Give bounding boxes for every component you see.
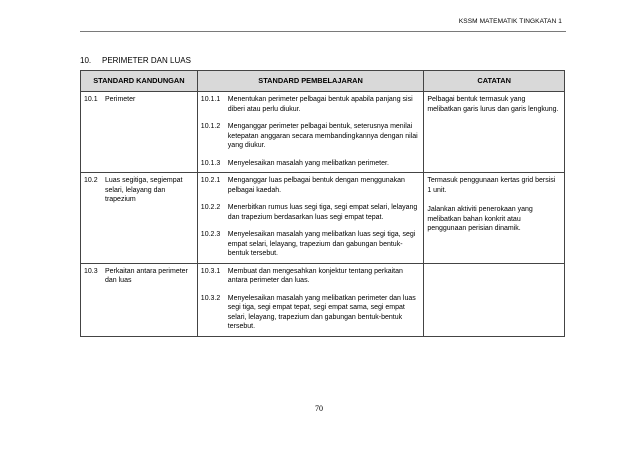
pembelajaran-code: 10.1.2 bbox=[200, 123, 221, 130]
pembelajaran-code: 10.3.2 bbox=[200, 294, 221, 302]
catatan-note: Jalankan aktiviti penerokaan yang melibatkan bahan konkrit atau penggunaan perisian dinamik. bbox=[427, 206, 533, 232]
pembelajaran-code: 10.1.1 bbox=[200, 96, 221, 103]
kandungan-code: 10.3 bbox=[84, 267, 98, 275]
pembelajaran-item bbox=[201, 122, 421, 151]
kandungan-text: Perkaitan antara perimeter dan luas bbox=[105, 267, 188, 284]
table-header-row bbox=[81, 71, 565, 92]
pembelajaran-text: Menentukan perimeter pelbagai bentuk apabila panjang sisi diberi atau perlu diukur. bbox=[227, 96, 413, 113]
pembelajaran-item bbox=[201, 294, 421, 332]
kandungan-code: 10.1 bbox=[84, 96, 98, 103]
kandungan-item bbox=[84, 95, 194, 105]
pembelajaran-text: Membuat dan mengesahkan konjektur tentang perkaitan antara perimeter dan luas. bbox=[227, 267, 403, 284]
pembelajaran-code: 10.3.1 bbox=[200, 267, 221, 275]
section-number: 10. bbox=[80, 56, 92, 65]
table-row bbox=[81, 173, 565, 264]
pembelajaran-item bbox=[201, 159, 421, 169]
pembelajaran-cell bbox=[197, 92, 424, 173]
pembelajaran-item bbox=[201, 267, 421, 286]
pembelajaran-item bbox=[201, 230, 421, 259]
pembelajaran-code: 10.2.1 bbox=[200, 177, 221, 184]
section-heading: PERIMETER DAN LUAS bbox=[102, 56, 191, 65]
pembelajaran-item bbox=[201, 95, 421, 114]
pembelajaran-cell bbox=[197, 173, 424, 264]
catatan-cell bbox=[424, 173, 565, 264]
catatan-cell bbox=[424, 263, 565, 336]
catatan-cell bbox=[424, 92, 565, 173]
pembelajaran-cell bbox=[197, 263, 424, 336]
kandungan-item bbox=[84, 267, 194, 286]
table-row bbox=[81, 92, 565, 173]
kandungan-cell bbox=[81, 263, 198, 336]
page-number: 70 bbox=[315, 404, 323, 413]
kandungan-text: Perimeter bbox=[105, 96, 136, 103]
kandungan-cell bbox=[81, 173, 198, 264]
pembelajaran-text: Menyelesaikan masalah yang melibatkan perimeter dan luas segi tiga, segi empat tepat, segi empat sama, segi empat selari, lelayang, trapezium dan gabungan bentuk-bentuk tersebut. bbox=[227, 294, 416, 330]
header-standard-kandungan: STANDARD KANDUNGAN bbox=[81, 71, 198, 92]
pembelajaran-text: Menganggar luas pelbagai bentuk dengan menggunakan pelbagai kaedah. bbox=[227, 177, 405, 194]
kandungan-item bbox=[84, 176, 194, 205]
header-standard-pembelajaran: STANDARD PEMBELAJARAN bbox=[197, 71, 424, 92]
pembelajaran-code: 10.1.3 bbox=[200, 159, 221, 167]
catatan-note: Termasuk penggunaan kertas grid bersisi 1 unit. bbox=[427, 177, 556, 194]
kandungan-code: 10.2 bbox=[84, 177, 98, 184]
pembelajaran-text: Menganggar perimeter pelbagai bentuk, seterusnya menilai ketepatan anggaran secara membandingkannya dengan nilai yang diukur. bbox=[227, 123, 418, 149]
pembelajaran-text: Menyelesaikan masalah yang melibatkan perimeter. bbox=[227, 159, 389, 167]
pembelajaran-code: 10.2.2 bbox=[200, 204, 221, 211]
pembelajaran-code: 10.2.3 bbox=[200, 231, 221, 238]
kandungan-text: Luas segitiga, segiempat selari, lelayang dan trapezium bbox=[105, 177, 183, 203]
curriculum-table bbox=[80, 70, 565, 337]
pembelajaran-text: Menerbitkan rumus luas segi tiga, segi empat selari, lelayang dan trapezium berdasarkan luas segi empat tepat. bbox=[227, 204, 418, 221]
header-rule bbox=[80, 31, 566, 32]
table-row bbox=[81, 263, 565, 336]
catatan-note: Pelbagai bentuk termasuk yang melibatkan garis lurus dan garis lengkung. bbox=[427, 96, 559, 113]
kandungan-cell bbox=[81, 92, 198, 173]
pembelajaran-item bbox=[201, 176, 421, 195]
pembelajaran-text: Menyelesaikan masalah yang melibatkan luas segi tiga, segi empat selari, lelayang, trapezium dan gabungan bentuk-bentuk tersebut. bbox=[227, 231, 416, 257]
pembelajaran-item bbox=[201, 203, 421, 222]
running-header: KSSM MATEMATIK TINGKATAN 1 bbox=[458, 18, 562, 25]
header-catatan: CATATAN bbox=[424, 71, 565, 92]
section-title bbox=[80, 56, 191, 65]
